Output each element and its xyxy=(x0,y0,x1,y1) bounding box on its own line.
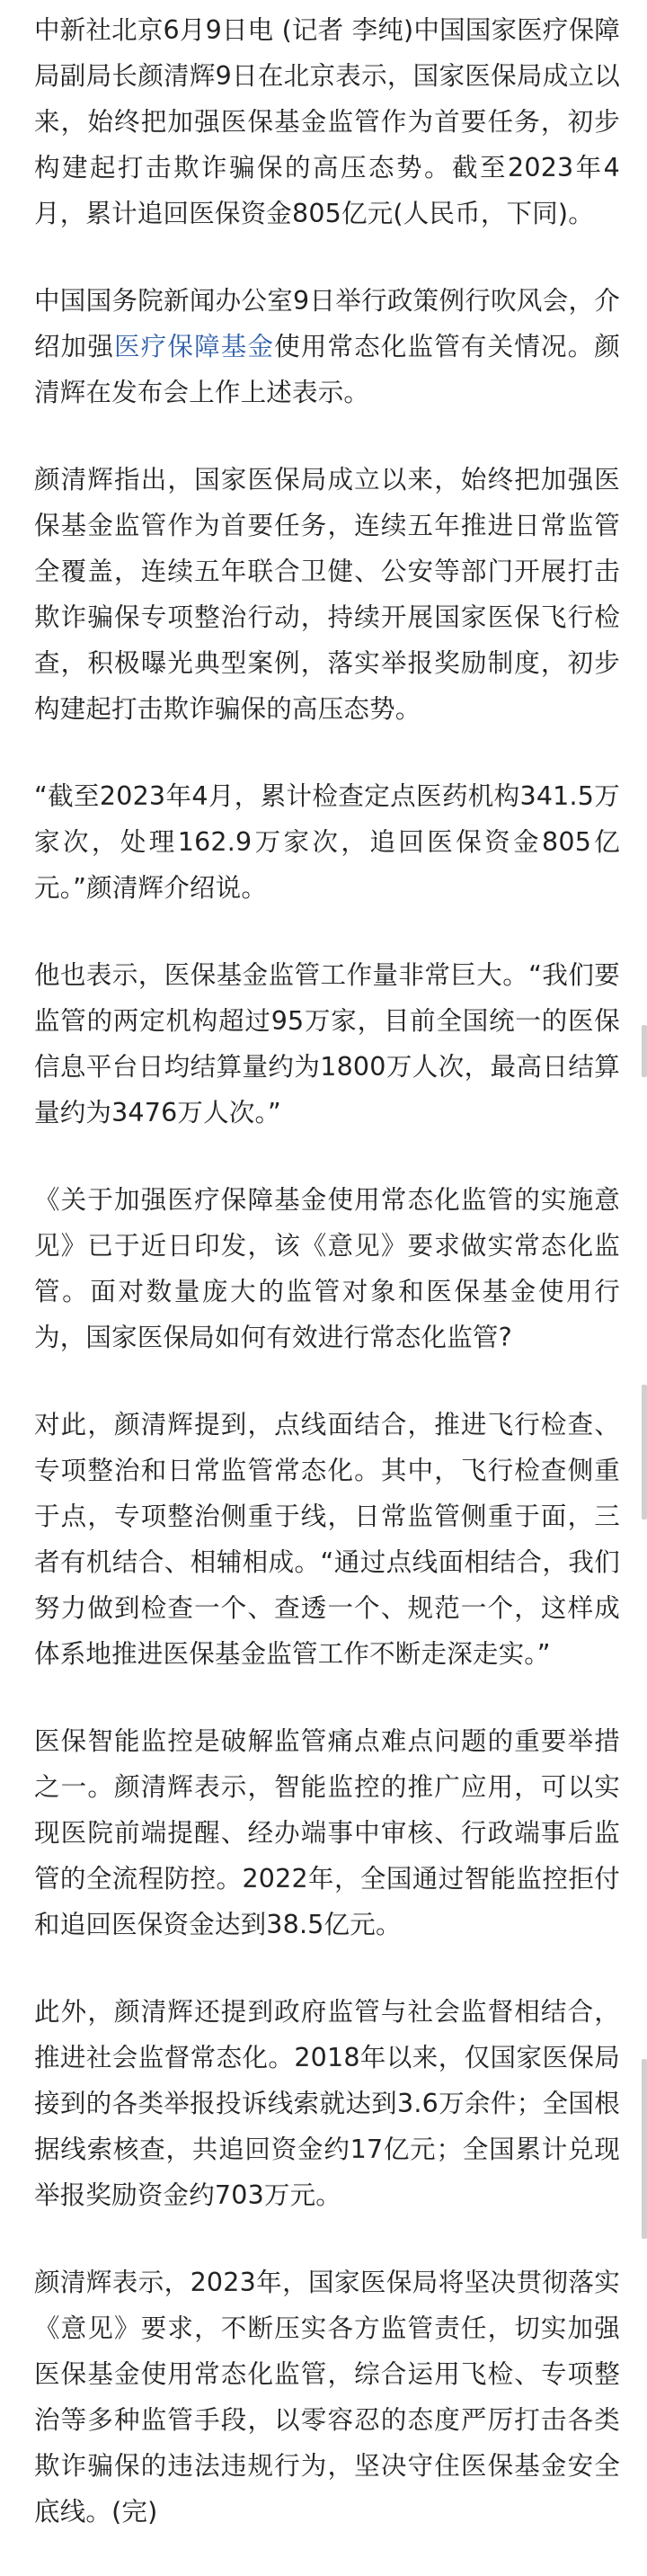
paragraph-7: 对此，颜清辉提到，点线面结合，推进飞行检查、专项整治和日常监管常态化。其中，飞行检查侧重于点，专项整治侧重于线，日常监管侧重于面，三者有机结合、相辅相成。“通过点线面相结合，我们努力做到检查一个、查透一个、规范一个，这样成体系地推进医保基金监管工作不断走深走实。” xyxy=(34,1410,620,1669)
scroll-indicator-3 xyxy=(642,2059,647,2239)
paragraph-5: 他也表示，医保基金监管工作量非常巨大。“我们要监管的两定机构超过95万家，目前全国统一的医保信息平台日均结算量约为1800万人次，最高日结算量约为3476万人次。” xyxy=(34,960,620,1128)
paragraph-3: 颜清辉指出，国家医保局成立以来，始终把加强医保基金监管作为首要任务，连续五年推进日常监管全覆盖，连续五年联合卫健、公安等部门开展打击欺诈骗保专项整治行动，持续开展国家医保飞行检查，积极曝光典型案例，落实举报奖励制度，初步构建起打击欺诈骗保的高压态势。 xyxy=(34,465,620,724)
scroll-indicator-2 xyxy=(642,1385,647,1520)
paragraph-1: 中新社北京6月9日电 (记者 李纯)中国国家医疗保障局副局长颜清辉9日在北京表示，国家医保局成立以来，始终把加强医保基金监管作为首要任务，初步构建起打击欺诈骗保的高压态势。截至2023年4月，累计追回医保资金805亿元(人民币，下同)。 xyxy=(34,15,620,228)
paragraph-2-text-after: 使用常态化监管有关情况。颜清辉在发布会上作上述表示。 xyxy=(34,332,621,407)
paragraph-10: 颜清辉表示，2023年，国家医保局将坚决贯彻落实《意见》要求，不断压实各方监管责任，切实加强医保基金使用常态化监管，综合运用飞检、专项整治等多种监管手段，以零容忍的态度严厉打击各类欺诈骗保的违法违规行为，坚决守住医保基金安全底线。(完) xyxy=(34,2268,620,2527)
medical-insurance-fund-link[interactable]: 医疗保障基金 xyxy=(114,332,275,361)
paragraph-2-text-before: 中国国务院新闻办公室9日举行政策例行吹风会，介绍加强 xyxy=(34,286,620,361)
paragraph-2 xyxy=(34,278,620,415)
paragraph-4: “截至2023年4月，累计检查定点医药机构341.5万家次，处理162.9万家次，追回医保资金805亿元。”颜清辉介绍说。 xyxy=(34,781,620,903)
article-body xyxy=(34,7,620,2576)
paragraph-6: 《关于加强医疗保障基金使用常态化监管的实施意见》已于近日印发，该《意见》要求做实常态化监管。面对数量庞大的监管对象和医保基金使用行为，国家医保局如何有效进行常态化监管? xyxy=(34,1185,620,1352)
scroll-indicator-1 xyxy=(642,1025,647,1077)
paragraph-8: 医保智能监控是破解监管痛点难点问题的重要举措之一。颜清辉表示，智能监控的推广应用，可以实现医院前端提醒、经办端事中审核、行政端事后监管的全流程防控。2022年，全国通过智能监控拒付和追回医保资金达到38.5亿元。 xyxy=(34,1726,620,1939)
paragraph-9: 此外，颜清辉还提到政府监管与社会监督相结合，推进社会监督常态化。2018年以来，仅国家医保局接到的各类举报投诉线索就达到3.6万余件；全国根据线索核查，共追回资金约17亿元；全国累计兑现举报奖励资金约703万元。 xyxy=(34,1997,620,2210)
